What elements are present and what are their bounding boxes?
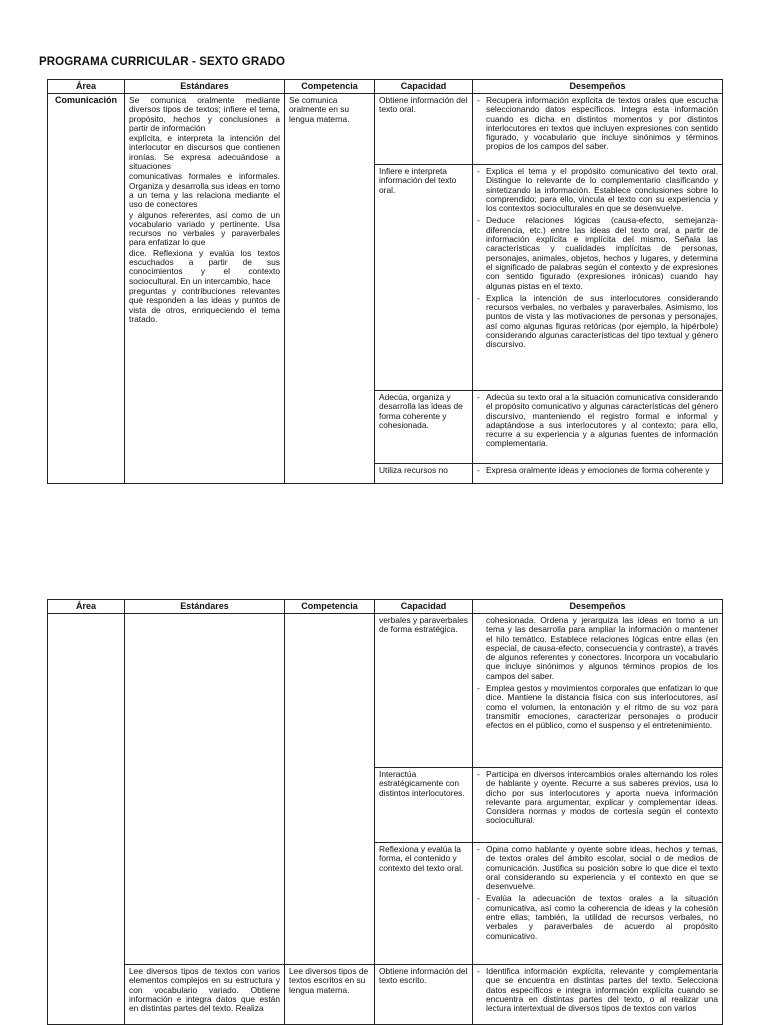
desempeno-item: - Deduce relaciones lógicas (causa-efecto, semejanza-diferencia, etc.) entre las ideas del texto oral, a partir de información explícita e implícita del mismo. Señala las características y cualidades implícitas de personas, personajes, animales, objetos, hechos y lugares, y determina el significado de palabras según el contexto y de expresiones con sentido figurado (expresiones irónicas) cuando hay algunas pistas en el texto.: [477, 216, 718, 290]
desempeno-item: - Explica el tema y el propósito comunicativo del texto oral. Distingue lo relevante de lo complementario clasificando y sintetizando la información. Establece conclusiones sobre lo comprendido; para ello, vincula el texto con su experiencia y los contextos socioculturales en que se desenvuelve.: [477, 167, 718, 213]
desempeno-item: - Identifica información explícita, relevante y complementaria que se encuentra en distintas partes del texto. Selecciona datos específicos e integra información explícita cuando se encuentra en distintas partes del texto, o al realizar una lectura intertextual de diversos tipos de textos con varios: [477, 967, 718, 1013]
capacidad-cell: Interactúa estratégicamente con distintos interlocutores.: [375, 768, 473, 843]
estandares-paragraph: explícita, e interpreta la intención del interlocutor en discursos que contienen ironías. Se expresa adecuándose a situaciones: [129, 133, 280, 172]
capacidad-cell: Infiere e interpreta información del texto oral.: [375, 165, 473, 391]
header-estandares: Estándares: [125, 80, 285, 94]
estandares-cell: [125, 94, 285, 484]
table-header-row: [48, 80, 723, 94]
estandares-paragraph: comunicativas formales e informales. Organiza y desarrolla sus ideas en torno a un tema y las relaciona mediante el uso de conectores: [129, 171, 280, 210]
estandares-cell: [125, 965, 285, 1025]
table-row: [48, 614, 723, 768]
desempeno-item: - Expresa oralmente ideas y emociones de forma coherente y: [477, 466, 718, 475]
header-estandares: Estándares: [125, 600, 285, 614]
table-row: [48, 94, 723, 165]
estandares-paragraph: preguntas y contribuciones relevantes que responden a las ideas y puntos de vista de otros, enriqueciendo el tema tratado.: [129, 285, 280, 324]
capacidad-cell: Obtiene información del texto oral.: [375, 94, 473, 165]
header-competencia: Competencia: [285, 80, 375, 94]
estandares-paragraph: Se comunica oralmente mediante diversos tipos de textos; infiere el tema, propósito, hechos y conclusiones a partir de información: [129, 95, 280, 133]
capacidad-cell: Utiliza recursos no: [375, 464, 473, 484]
table-header-row: [48, 600, 723, 614]
desempenos-cell: [473, 94, 723, 165]
desempenos-cell: [473, 768, 723, 843]
competencia-cell: Se comunica oralmente en su lengua materna.: [285, 94, 375, 484]
header-area: Área: [48, 80, 125, 94]
header-area: Área: [48, 600, 125, 614]
desempeno-item: - Emplea gestos y movimientos corporales que enfatizan lo que dice. Mantiene la distancia física con sus interlocutores, así como el volumen, la entonación y el ritmo de su voz para transmitir emociones, caracterizar personajes o producir efectos en el público, como el suspenso y el entretenimiento.: [477, 684, 718, 730]
desempeno-continuation: cohesionada. Ordena y jerarquiza las ideas en torno a un tema y las desarrolla para ampliar la información o mantener el hilo temático. Establece relaciones lógicas entre ellas (en especial, de causa-efecto, consecuencia y contraste), a través de algunos referentes y conectores. Incorpora un vocabulario que incluye sinónimos y algunos términos propios de los campos del saber.: [486, 615, 718, 681]
area-cell: [48, 614, 125, 1025]
curriculum-table-page-2: [47, 599, 723, 1025]
desempenos-cell: [473, 165, 723, 391]
desempenos-cell: [473, 965, 723, 1025]
capacidad-cell: Adecúa, organiza y desarrolla las ideas de forma coherente y cohesionada.: [375, 391, 473, 464]
desempeno-item: - Evalúa la adecuación de textos orales a la situación comunicativa, así como la coherencia de ideas y la cohesión entre ellas; también, la utilidad de recursos verbales, no verbales y paraverbales de acuerdo al propósito comunicativo.: [477, 894, 718, 940]
capacidad-cell: Obtiene información del texto escrito.: [375, 965, 473, 1025]
estandares-paragraph: y algunos referentes, así como de un vocabulario variado y pertinente. Usa recursos no verbales y paraverbales para enfatizar lo que: [129, 209, 280, 248]
desempenos-cell: [473, 614, 723, 768]
desempeno-item: - Participa en diversos intercambios orales alternando los roles de hablante y oyente. Recurre a sus saberes previos, usa lo dicho por sus interlocutores y aporta nueva información relevante para argumentar, explicar y complementar ideas. Considera normas y modos de cortesía según el contexto sociocultural.: [477, 770, 718, 826]
header-desempenos: Desempeños: [473, 80, 723, 94]
table-row: [48, 965, 723, 1025]
desempenos-cell: [473, 464, 723, 484]
estandares-paragraph: dice. Reflexiona y evalúa los textos escuchados a partir de sus conocimientos y el contexto sociocultural. En un intercambio, hace: [129, 247, 280, 286]
capacidad-cell: Reflexiona y evalúa la forma, el contenido y contexto del texto oral.: [375, 843, 473, 965]
area-cell: Comunicación: [48, 94, 125, 484]
page-title: PROGRAMA CURRICULAR - SEXTO GRADO: [39, 56, 286, 68]
header-competencia: Competencia: [285, 600, 375, 614]
competencia-cell: [285, 614, 375, 965]
desempeno-item: - Adecúa su texto oral a la situación comunicativa considerando el propósito comunicativo y algunas características del género discursivo, manteniendo el registro formal e informal y adaptándose a sus interlocutores y al contexto; para ello, recurre a su experiencia y a algunas fuentes de información complementaria.: [477, 393, 718, 449]
desempenos-cell: [473, 843, 723, 965]
desempeno-item: - Recupera información explícita de textos orales que escucha seleccionando datos específicos. Integra esta información cuando es dicha en distintos momentos y por distintos interlocutores en textos que incluyen expresiones con sentido figurado, y vocabulario que incluye sinónimos y términos propios de los campos del saber.: [477, 96, 718, 152]
curriculum-table-page-1: [47, 79, 723, 484]
desempeno-item: - Opina como hablante y oyente sobre ideas, hechos y temas, de textos orales del ámbito escolar, social o de medios de comunicación. Justifica su posición sobre lo que dice el texto oral considerando su experiencia y el contexto en que se desenvuelve.: [477, 845, 718, 891]
desempeno-item: - Explica la intención de sus interlocutores considerando recursos verbales, no verbales y paraverbales. Asimismo, los puntos de vista y las motivaciones de personas y personajes, así como algunas figuras retóricas (por ejemplo, la hipérbole) considerando algunas características del tipo textual y género discursivo.: [477, 294, 718, 350]
header-capacidad: Capacidad: [375, 600, 473, 614]
header-desempenos: Desempeños: [473, 600, 723, 614]
capacidad-cell: verbales y paraverbales de forma estratégica.: [375, 614, 473, 768]
desempenos-cell: [473, 391, 723, 464]
estandares-paragraph: Lee diversos tipos de textos con varios elementos complejos en su estructura y con vocabulario variado. Obtiene información e integra datos que están en distintas partes del texto. Realiza: [129, 966, 280, 1014]
header-capacidad: Capacidad: [375, 80, 473, 94]
competencia-cell: Lee diversos tipos de textos escritos en su lengua materna.: [285, 965, 375, 1025]
estandares-cell: [125, 614, 285, 965]
